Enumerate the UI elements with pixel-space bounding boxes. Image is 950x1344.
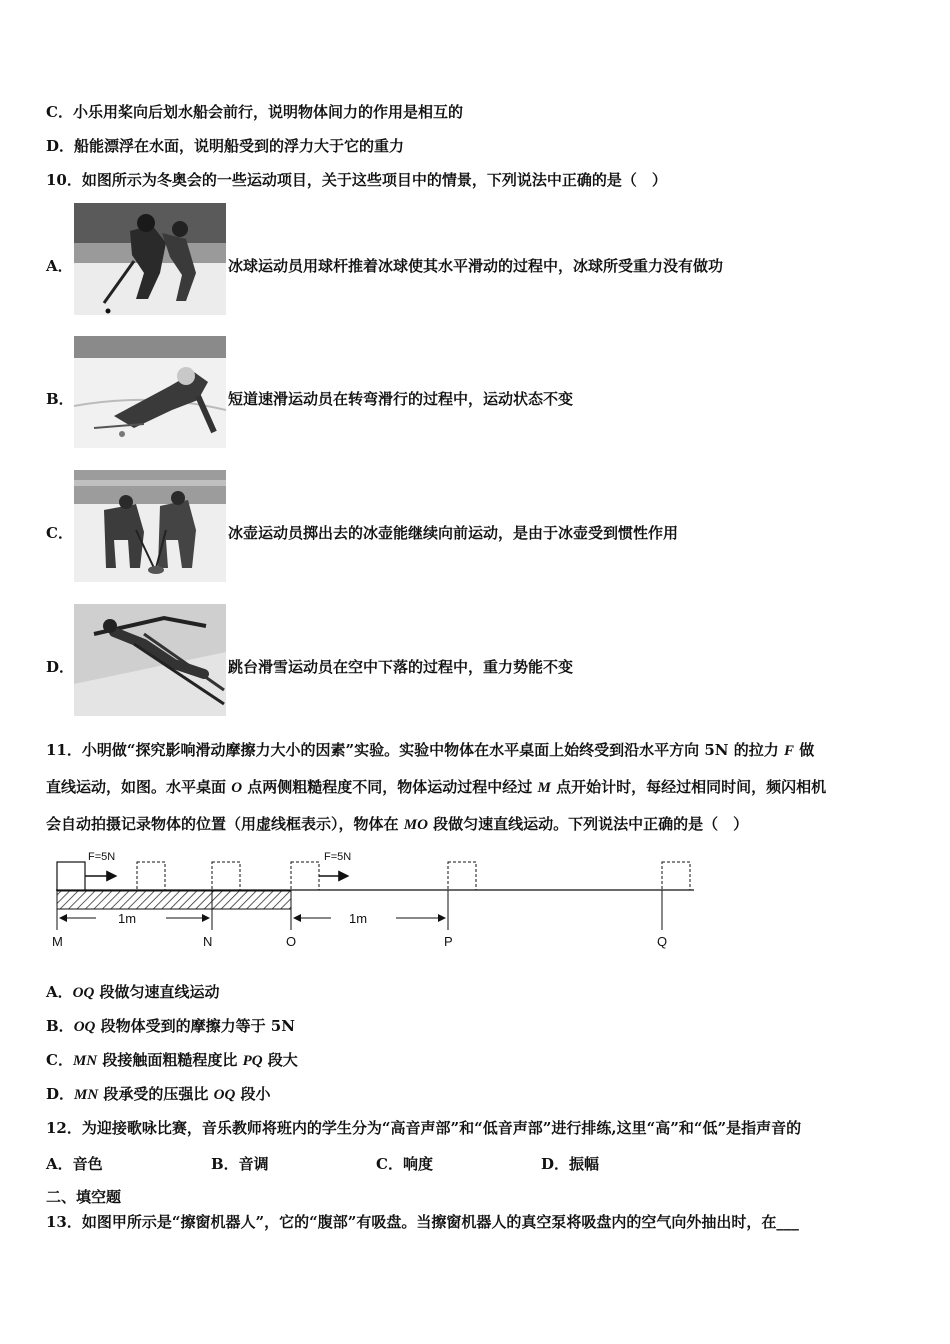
friction-diagram [46, 846, 706, 956]
option-segment: OQ [72, 985, 95, 1001]
q11-text: 11．小明做“探究影响滑动摩擦力大小的因素”实验。实验中物体在水平桌面上始终受到沿水平方向 5N 的拉力 [46, 741, 784, 759]
dashed-block [291, 862, 319, 890]
option-letter: C． [46, 1051, 73, 1069]
q11-var-mo: MO [403, 817, 428, 833]
section-heading: 二、填空题 [46, 1188, 122, 1206]
q9-option-c: C．小乐用桨向后划水船会前行，说明物体间力的作用是相互的 [46, 103, 463, 121]
point-label-q: Q [657, 934, 668, 949]
block-solid [57, 862, 85, 890]
option-text: 段物体受到的摩擦力等于 5N [95, 1017, 295, 1035]
point-label-n: N [203, 934, 213, 949]
option-segment: PQ [242, 1053, 263, 1069]
option-text: 段承受的压强比 [98, 1085, 214, 1103]
q11-option-b [46, 1016, 295, 1037]
q12-choice-a: A．音色 [46, 1155, 103, 1173]
option-letter: D． [46, 658, 75, 676]
option-text: 段做匀速直线运动 [94, 983, 220, 1001]
q11-var-o: O [231, 780, 243, 796]
distance-label-mn: 1m [118, 911, 137, 926]
dashed-block [662, 862, 690, 890]
q11-text: 段做匀速直线运动。下列说法中正确的是（ ） [427, 815, 749, 833]
q12-stem: 12．为迎接歌咏比赛，音乐教师将班内的学生分为“高音声部”和“低音声部”进行排练,这里“高”和“低”是指声音的 [46, 1119, 802, 1137]
option-text: 短道速滑运动员在转弯滑行的过程中，运动状态不变 [228, 390, 574, 408]
option-letter: D． [46, 1085, 75, 1103]
q11-var-m: M [537, 780, 551, 796]
rough-segment-mn [57, 891, 212, 909]
q11-option-a [46, 982, 220, 1003]
ice-hockey-photo [74, 203, 226, 315]
dashed-block [137, 862, 165, 890]
q11-text: 会自动拍摄记录物体的位置（用虚线框表示），物体在 [46, 815, 404, 833]
q12-choice-c: C．响度 [376, 1155, 433, 1173]
option-letter: C． [46, 524, 73, 542]
q11-text: 点两侧粗糙程度不同，物体运动过程中经过 [242, 778, 538, 796]
q11-stem-line-3 [46, 814, 748, 835]
q11-text: 直线运动，如图。水平桌面 [46, 778, 232, 796]
q11-stem-line-1 [46, 740, 814, 761]
q11-stem-line-2 [46, 777, 826, 798]
force-label-2: F=5N [324, 851, 352, 863]
option-text: 段大 [262, 1051, 298, 1069]
option-letter: A． [46, 983, 73, 1001]
dashed-block [448, 862, 476, 890]
q9-option-d: D．船能漂浮在水面，说明船受到的浮力大于它的重力 [46, 137, 405, 155]
distance-label-op: 1m [349, 911, 368, 926]
option-letter: A． [46, 257, 73, 275]
curling-photo [74, 470, 226, 582]
q11-text: 做 [793, 741, 815, 759]
speed-skating-photo [74, 336, 226, 448]
option-segment: OQ [213, 1087, 236, 1103]
option-segment: OQ [73, 1019, 96, 1035]
point-label-p: P [444, 934, 453, 949]
rough-segment-no [212, 891, 291, 909]
option-letter: B． [46, 1017, 74, 1035]
option-segment: MN [72, 1053, 98, 1069]
option-text: 冰球运动员用球杆推着冰球使其水平滑动的过程中，冰球所受重力没有做功 [228, 257, 724, 275]
option-text: 段小 [235, 1085, 271, 1103]
q11-text: 点开始计时，每经过相同时间，频闪相机 [550, 778, 827, 796]
option-letter: B． [46, 390, 74, 408]
ski-jumping-photo [74, 604, 226, 716]
q11-var-f: F [783, 743, 794, 759]
option-text: 跳台滑雪运动员在空中下落的过程中，重力势能不变 [228, 658, 574, 676]
option-segment: MN [74, 1087, 99, 1103]
q10-stem: 10．如图所示为冬奥会的一些运动项目，关于这些项目中的情景，下列说法中正确的是（ ） [46, 171, 667, 189]
q11-option-c [46, 1050, 298, 1071]
q12-choice-d: D．振幅 [541, 1155, 600, 1173]
q13-stem: 13．如图甲所示是“擦窗机器人”，它的“腹部”有吸盘。当擦窗机器人的真空泵将吸盘内的空气向外抽出时，在___ [46, 1213, 799, 1231]
option-text: 冰壶运动员掷出去的冰壶能继续向前运动，是由于冰壶受到惯性作用 [228, 524, 679, 542]
q12-choice-b: B．音调 [211, 1155, 269, 1173]
dashed-block [212, 862, 240, 890]
q11-option-d [46, 1084, 271, 1105]
option-text: 段接触面粗糙程度比 [97, 1051, 243, 1069]
force-label-1: F=5N [88, 851, 116, 863]
point-label-m: M [52, 934, 63, 949]
point-label-o: O [286, 934, 297, 949]
